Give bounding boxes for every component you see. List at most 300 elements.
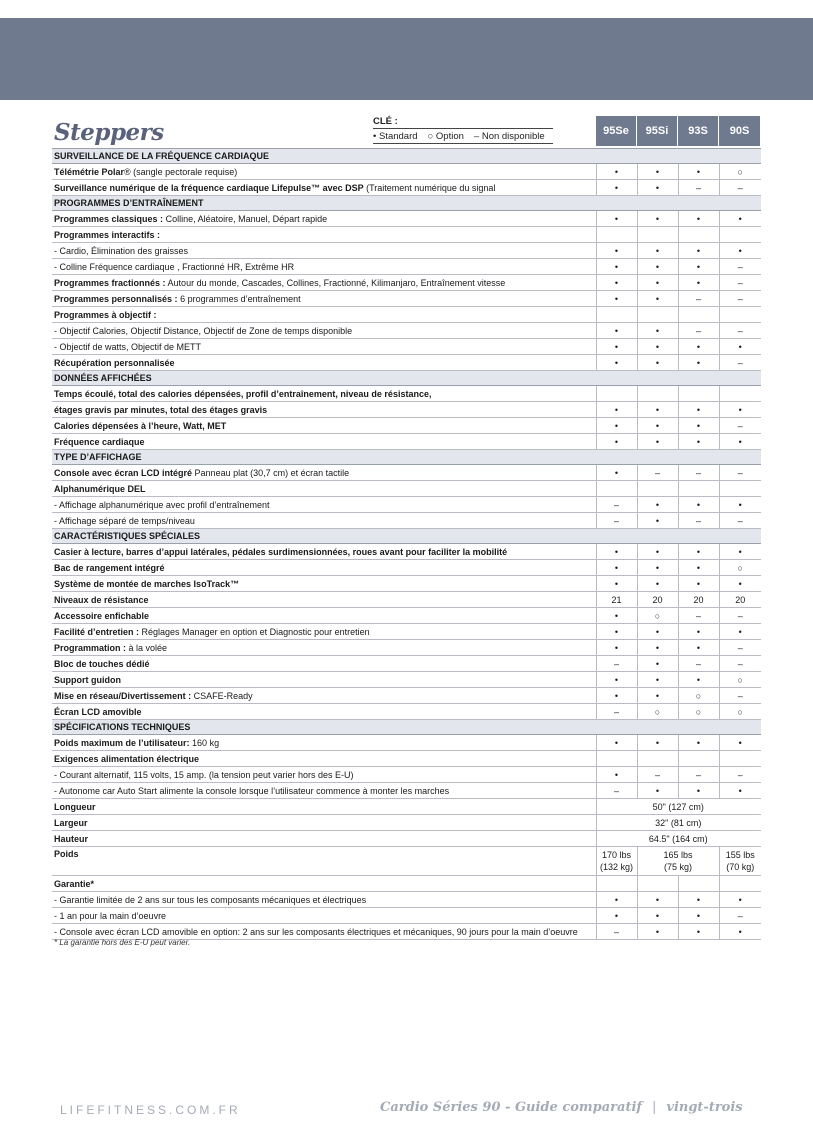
row-value: •	[596, 211, 637, 227]
row-value: •	[678, 624, 719, 640]
row-value: •	[596, 402, 637, 418]
row-value: –	[719, 513, 761, 529]
row-value-all-models: 50" (127 cm)	[596, 799, 761, 815]
row-value: •	[719, 339, 761, 355]
row-value: •	[678, 418, 719, 434]
row-value: •	[678, 908, 719, 924]
row-value	[637, 751, 678, 767]
row-label	[52, 815, 596, 831]
table-row	[52, 323, 761, 339]
footer-separator: |	[652, 1100, 657, 1115]
table-row	[52, 513, 761, 529]
row-value-all-models: 64.5" (164 cm)	[596, 831, 761, 847]
row-value: –	[678, 656, 719, 672]
row-label	[52, 275, 596, 291]
row-value: •	[637, 259, 678, 275]
row-value: 20	[719, 592, 761, 608]
model-95si: 95Si	[637, 116, 677, 146]
table-row	[52, 275, 761, 291]
row-value: –	[719, 908, 761, 924]
table-row	[52, 402, 761, 418]
table-row	[52, 291, 761, 307]
row-value	[719, 751, 761, 767]
row-value: •	[596, 291, 637, 307]
row-label	[52, 735, 596, 751]
row-value: •	[637, 434, 678, 450]
row-value: •	[678, 259, 719, 275]
row-value: •	[596, 544, 637, 560]
row-label	[52, 544, 596, 560]
row-value	[678, 386, 719, 402]
row-value: •	[596, 560, 637, 576]
row-value: •	[678, 735, 719, 751]
row-value: –	[678, 767, 719, 783]
row-label-text: - Objectif de watts, Objectif de METT	[54, 342, 202, 352]
section-header	[52, 529, 761, 544]
row-value	[719, 876, 761, 892]
row-value	[596, 751, 637, 767]
row-value: ○	[637, 608, 678, 624]
row-value	[596, 307, 637, 323]
row-label	[52, 481, 596, 497]
row-value: ○	[719, 164, 761, 180]
row-value	[637, 307, 678, 323]
row-value: –	[596, 497, 637, 513]
row-value: •	[678, 783, 719, 799]
row-value: •	[719, 735, 761, 751]
section-header	[52, 720, 761, 735]
row-label-bold: Télémétrie Polar	[54, 167, 125, 177]
section-title: DONNÉES AFFICHÉES	[52, 371, 761, 386]
row-label-bold: Temps écoulé, total des calories dépensées, profil d’entraînement, niveau de résistance,	[54, 389, 432, 399]
key-standard: • Standard	[373, 131, 418, 142]
row-value: –	[719, 275, 761, 291]
row-value: •	[637, 402, 678, 418]
table-row	[52, 355, 761, 371]
row-value: •	[719, 576, 761, 592]
row-value: ○	[719, 704, 761, 720]
table-row	[52, 799, 761, 815]
legend-key	[373, 116, 553, 144]
row-label-text: 160 kg	[189, 738, 220, 748]
key-unavailable: – Non disponible	[473, 131, 545, 142]
row-label	[52, 243, 596, 259]
weight-lbs: 165 lbs	[663, 850, 693, 860]
row-value: •	[719, 211, 761, 227]
row-label-text: CSAFE-Ready	[191, 691, 253, 701]
section-header	[52, 149, 761, 164]
row-value: –	[719, 656, 761, 672]
row-value: •	[678, 544, 719, 560]
footer-guide	[380, 1100, 743, 1115]
row-label	[52, 640, 596, 656]
row-value: •	[596, 323, 637, 339]
row-value: •	[678, 576, 719, 592]
table-row	[52, 227, 761, 243]
table-row	[52, 751, 761, 767]
row-value: –	[637, 767, 678, 783]
row-value: •	[637, 544, 678, 560]
row-value: •	[596, 243, 637, 259]
row-value: •	[678, 892, 719, 908]
row-value: •	[719, 892, 761, 908]
table-row	[52, 831, 761, 847]
key-title: CLÉ :	[373, 116, 553, 129]
row-label-text: - Cardio, Élimination des graisses	[54, 246, 189, 256]
table-row	[52, 847, 761, 876]
row-value	[719, 307, 761, 323]
row-value: •	[596, 164, 637, 180]
row-value: 21	[596, 592, 637, 608]
row-value	[637, 876, 678, 892]
table-row	[52, 735, 761, 751]
row-label-text: ® (sangle pectorale requise)	[124, 167, 238, 177]
table-row	[52, 908, 761, 924]
row-value: 20	[637, 592, 678, 608]
row-value: –	[637, 465, 678, 481]
row-value: •	[678, 211, 719, 227]
row-value: •	[678, 924, 719, 940]
row-value: •	[637, 640, 678, 656]
weight-kg: (132 kg)	[599, 862, 634, 872]
row-label-bold: Support guidon	[54, 675, 121, 685]
table-row	[52, 211, 761, 227]
row-value	[678, 307, 719, 323]
table-row	[52, 544, 761, 560]
row-value: •	[596, 275, 637, 291]
row-value: –	[678, 513, 719, 529]
section-title: TYPE D’AFFICHAGE	[52, 450, 761, 465]
row-value: •	[637, 418, 678, 434]
table-row	[52, 592, 761, 608]
row-label	[52, 751, 596, 767]
row-label	[52, 355, 596, 371]
row-label-text: 6 programmes d’entraînement	[177, 294, 301, 304]
row-value: •	[678, 497, 719, 513]
row-value: •	[596, 608, 637, 624]
comparison-table	[52, 148, 761, 940]
row-label-bold: Longueur	[54, 802, 96, 812]
table-row	[52, 876, 761, 892]
table-row	[52, 481, 761, 497]
row-label-bold: Programmes personnalisés :	[54, 294, 178, 304]
row-value: •	[596, 624, 637, 640]
row-label-bold: Récupération personnalisée	[54, 358, 175, 368]
row-value: •	[678, 339, 719, 355]
row-label-bold: étages gravis par minutes, total des étages gravis	[54, 405, 268, 415]
row-value: •	[678, 640, 719, 656]
table-row	[52, 164, 761, 180]
row-value: •	[637, 908, 678, 924]
row-label-text: - Console avec écran LCD amovible en option: 2 ans sur les composants électriques et mécaniques, 90 jours pour la main d’oeuvre	[54, 927, 578, 937]
row-value: •	[596, 576, 637, 592]
table-row	[52, 767, 761, 783]
row-value: •	[596, 465, 637, 481]
table-row	[52, 339, 761, 355]
row-label-text: (Traitement numérique du signal	[363, 183, 496, 193]
row-value-weight	[596, 847, 637, 876]
row-value: •	[596, 892, 637, 908]
weight-kg: (75 kg)	[663, 862, 692, 872]
weight-lbs: 170 lbs	[601, 850, 632, 860]
row-label	[52, 307, 596, 323]
row-label	[52, 656, 596, 672]
table-row	[52, 672, 761, 688]
row-label-bold: Mise en réseau/Divertissement :	[54, 691, 192, 701]
row-label-bold: Garantie*	[54, 879, 95, 889]
row-value: •	[596, 672, 637, 688]
row-label	[52, 227, 596, 243]
row-label-bold: Programmes à objectif :	[54, 310, 157, 320]
table-row	[52, 640, 761, 656]
row-label-text: - Colline Fréquence cardiaque , Fractionné HR, Extrême HR	[54, 262, 295, 272]
row-value: •	[637, 180, 678, 196]
row-value: •	[637, 497, 678, 513]
row-value	[719, 227, 761, 243]
row-label-text: - Autonome car Auto Start alimente la console lorsque l’utilisateur commence à monter les marches	[54, 786, 450, 796]
row-value: •	[719, 624, 761, 640]
row-label-bold: Facilité d’entretien :	[54, 627, 140, 637]
footer-website: LIFEFITNESS.COM.FR	[60, 1103, 241, 1117]
row-label	[52, 497, 596, 513]
row-label-bold: Écran LCD amovible	[54, 707, 142, 717]
row-label-bold: Fréquence cardiaque	[54, 437, 145, 447]
row-value	[678, 876, 719, 892]
table-row	[52, 418, 761, 434]
row-value: •	[719, 243, 761, 259]
row-value	[719, 481, 761, 497]
table-row	[52, 704, 761, 720]
row-value: –	[678, 291, 719, 307]
row-label-bold: Programmation :	[54, 643, 127, 653]
row-value	[678, 227, 719, 243]
row-value: –	[678, 180, 719, 196]
section-header	[52, 371, 761, 386]
row-label	[52, 465, 596, 481]
row-label-text: - Courant alternatif, 115 volts, 15 amp. (la tension peut varier hors des E-U)	[54, 770, 354, 780]
row-label	[52, 164, 596, 180]
row-value: •	[719, 924, 761, 940]
row-value	[596, 386, 637, 402]
row-label-bold: Programmes interactifs :	[54, 230, 161, 240]
row-value: •	[678, 402, 719, 418]
row-value: •	[637, 291, 678, 307]
row-label	[52, 799, 596, 815]
section-title: CARACTÉRISTIQUES SPÉCIALES	[52, 529, 761, 544]
row-label	[52, 592, 596, 608]
row-value: –	[719, 418, 761, 434]
row-label	[52, 513, 596, 529]
row-value: –	[719, 180, 761, 196]
row-label	[52, 434, 596, 450]
key-option: ○ Option	[427, 131, 464, 142]
footer-guide-title: Cardio Séries 90 - Guide comparatif	[380, 1100, 642, 1115]
model-90s: 90S	[719, 116, 760, 146]
model-header	[596, 116, 760, 146]
row-label-bold: Alphanumérique DEL	[54, 484, 146, 494]
row-value: •	[637, 164, 678, 180]
row-value: •	[637, 323, 678, 339]
row-value: •	[596, 418, 637, 434]
row-label-bold: Système de montée de marches IsoTrack™	[54, 579, 240, 589]
row-value	[678, 481, 719, 497]
row-label	[52, 908, 596, 924]
row-value: •	[637, 211, 678, 227]
row-label-text: - 1 an pour la main d’oeuvre	[54, 911, 167, 921]
row-label-text: Réglages Manager en option et Diagnostic pour entretien	[139, 627, 370, 637]
row-value: •	[637, 783, 678, 799]
row-label-bold: Niveaux de résistance	[54, 595, 149, 605]
row-value	[637, 481, 678, 497]
table-row	[52, 656, 761, 672]
row-value: •	[596, 688, 637, 704]
model-93s: 93S	[678, 116, 718, 146]
table-row	[52, 307, 761, 323]
row-label	[52, 211, 596, 227]
row-label	[52, 767, 596, 783]
row-value: •	[678, 355, 719, 371]
table-row	[52, 815, 761, 831]
row-value: 20	[678, 592, 719, 608]
row-value	[596, 481, 637, 497]
footnote: * La garantie hors des E-U peut varier.	[54, 938, 191, 947]
row-value: –	[719, 767, 761, 783]
row-label-bold: Accessoire enfichable	[54, 611, 150, 621]
table-row	[52, 688, 761, 704]
row-label-bold: Poids maximum de l’utilisateur:	[54, 738, 190, 748]
row-value: •	[678, 672, 719, 688]
row-value: •	[596, 767, 637, 783]
section-header	[52, 450, 761, 465]
row-value: •	[596, 339, 637, 355]
table-row	[52, 243, 761, 259]
row-value: ○	[719, 672, 761, 688]
row-label	[52, 418, 596, 434]
table-row	[52, 576, 761, 592]
row-label	[52, 402, 596, 418]
row-value: –	[596, 656, 637, 672]
row-label-bold: Exigences alimentation électrique	[54, 754, 200, 764]
row-value-weight	[637, 847, 719, 876]
row-label-bold: Bac de rangement intégré	[54, 563, 165, 573]
row-value: •	[637, 560, 678, 576]
row-label-bold: Largeur	[54, 818, 88, 828]
model-95se: 95Se	[596, 116, 636, 146]
row-value: •	[637, 688, 678, 704]
row-value: –	[678, 465, 719, 481]
row-value: •	[637, 576, 678, 592]
row-value: •	[678, 243, 719, 259]
row-label	[52, 688, 596, 704]
row-label	[52, 576, 596, 592]
row-value: •	[719, 497, 761, 513]
section-title: SPÉCIFICATIONS TECHNIQUES	[52, 720, 761, 735]
row-label	[52, 259, 596, 275]
row-label-text: Autour du monde, Cascades, Collines, Fractionné, Kilimanjaro, Entraînement vitesse	[165, 278, 506, 288]
row-label	[52, 291, 596, 307]
table-row	[52, 434, 761, 450]
table-row	[52, 465, 761, 481]
table-row	[52, 892, 761, 908]
row-label-bold: Programmes classiques :	[54, 214, 164, 224]
row-label	[52, 704, 596, 720]
row-value	[719, 386, 761, 402]
row-label-text: - Affichage séparé de temps/niveau	[54, 516, 195, 526]
row-value	[637, 227, 678, 243]
table-row	[52, 783, 761, 799]
table-row	[52, 386, 761, 402]
row-value: ○	[637, 704, 678, 720]
row-label	[52, 892, 596, 908]
row-value: •	[637, 892, 678, 908]
table-row	[52, 560, 761, 576]
table-row	[52, 624, 761, 640]
row-value: •	[678, 275, 719, 291]
row-value: •	[637, 672, 678, 688]
row-label-bold: Console avec écran LCD intégré	[54, 468, 193, 478]
row-value: –	[719, 608, 761, 624]
row-value: –	[719, 465, 761, 481]
row-label	[52, 876, 596, 892]
row-value: –	[596, 513, 637, 529]
row-value: •	[596, 908, 637, 924]
row-value: ○	[719, 560, 761, 576]
row-value: •	[596, 355, 637, 371]
row-label-bold: Calories dépensées à l’heure, Watt, MET	[54, 421, 227, 431]
footer-page-number: vingt-trois	[666, 1100, 743, 1115]
row-label-text: Panneau plat (30,7 cm) et écran tactile	[192, 468, 350, 478]
row-value: •	[637, 339, 678, 355]
row-label-bold: Programmes fractionnés :	[54, 278, 166, 288]
row-value: –	[719, 688, 761, 704]
row-label-bold: Bloc de touches dédié	[54, 659, 150, 669]
row-label	[52, 831, 596, 847]
row-value: •	[637, 924, 678, 940]
row-value: •	[637, 624, 678, 640]
row-value-all-models: 32" (81 cm)	[596, 815, 761, 831]
row-label-text: - Affichage alphanumérique avec profil d’entraînement	[54, 500, 270, 510]
row-value: •	[596, 640, 637, 656]
table-row	[52, 259, 761, 275]
row-value: •	[678, 164, 719, 180]
row-value: •	[637, 513, 678, 529]
row-value: –	[719, 640, 761, 656]
row-value: •	[637, 656, 678, 672]
row-value: •	[678, 434, 719, 450]
weight-kg: (70 kg)	[726, 862, 755, 872]
header-band	[0, 18, 813, 100]
page-title: Steppers	[54, 119, 164, 146]
row-label-bold: Hauteur	[54, 834, 89, 844]
row-value: –	[596, 924, 637, 940]
row-label	[52, 783, 596, 799]
row-value: –	[678, 323, 719, 339]
row-value	[596, 876, 637, 892]
row-value: ○	[678, 704, 719, 720]
row-label-text: Colline, Aléatoire, Manuel, Départ rapide	[163, 214, 328, 224]
row-label-bold: Poids	[54, 849, 79, 859]
row-label-bold: Surveillance numérique de la fréquence cardiaque Lifepulse™ avec DSP	[54, 183, 364, 193]
row-value: •	[637, 735, 678, 751]
row-value: –	[678, 608, 719, 624]
row-value: •	[596, 259, 637, 275]
row-label	[52, 624, 596, 640]
row-label-bold: Casier à lecture, barres d’appui latérales, pédales surdimensionnées, roues avant pour faciliter la mobilité	[54, 547, 508, 557]
row-value: –	[596, 704, 637, 720]
row-value: –	[719, 291, 761, 307]
row-value: –	[719, 259, 761, 275]
row-label	[52, 560, 596, 576]
